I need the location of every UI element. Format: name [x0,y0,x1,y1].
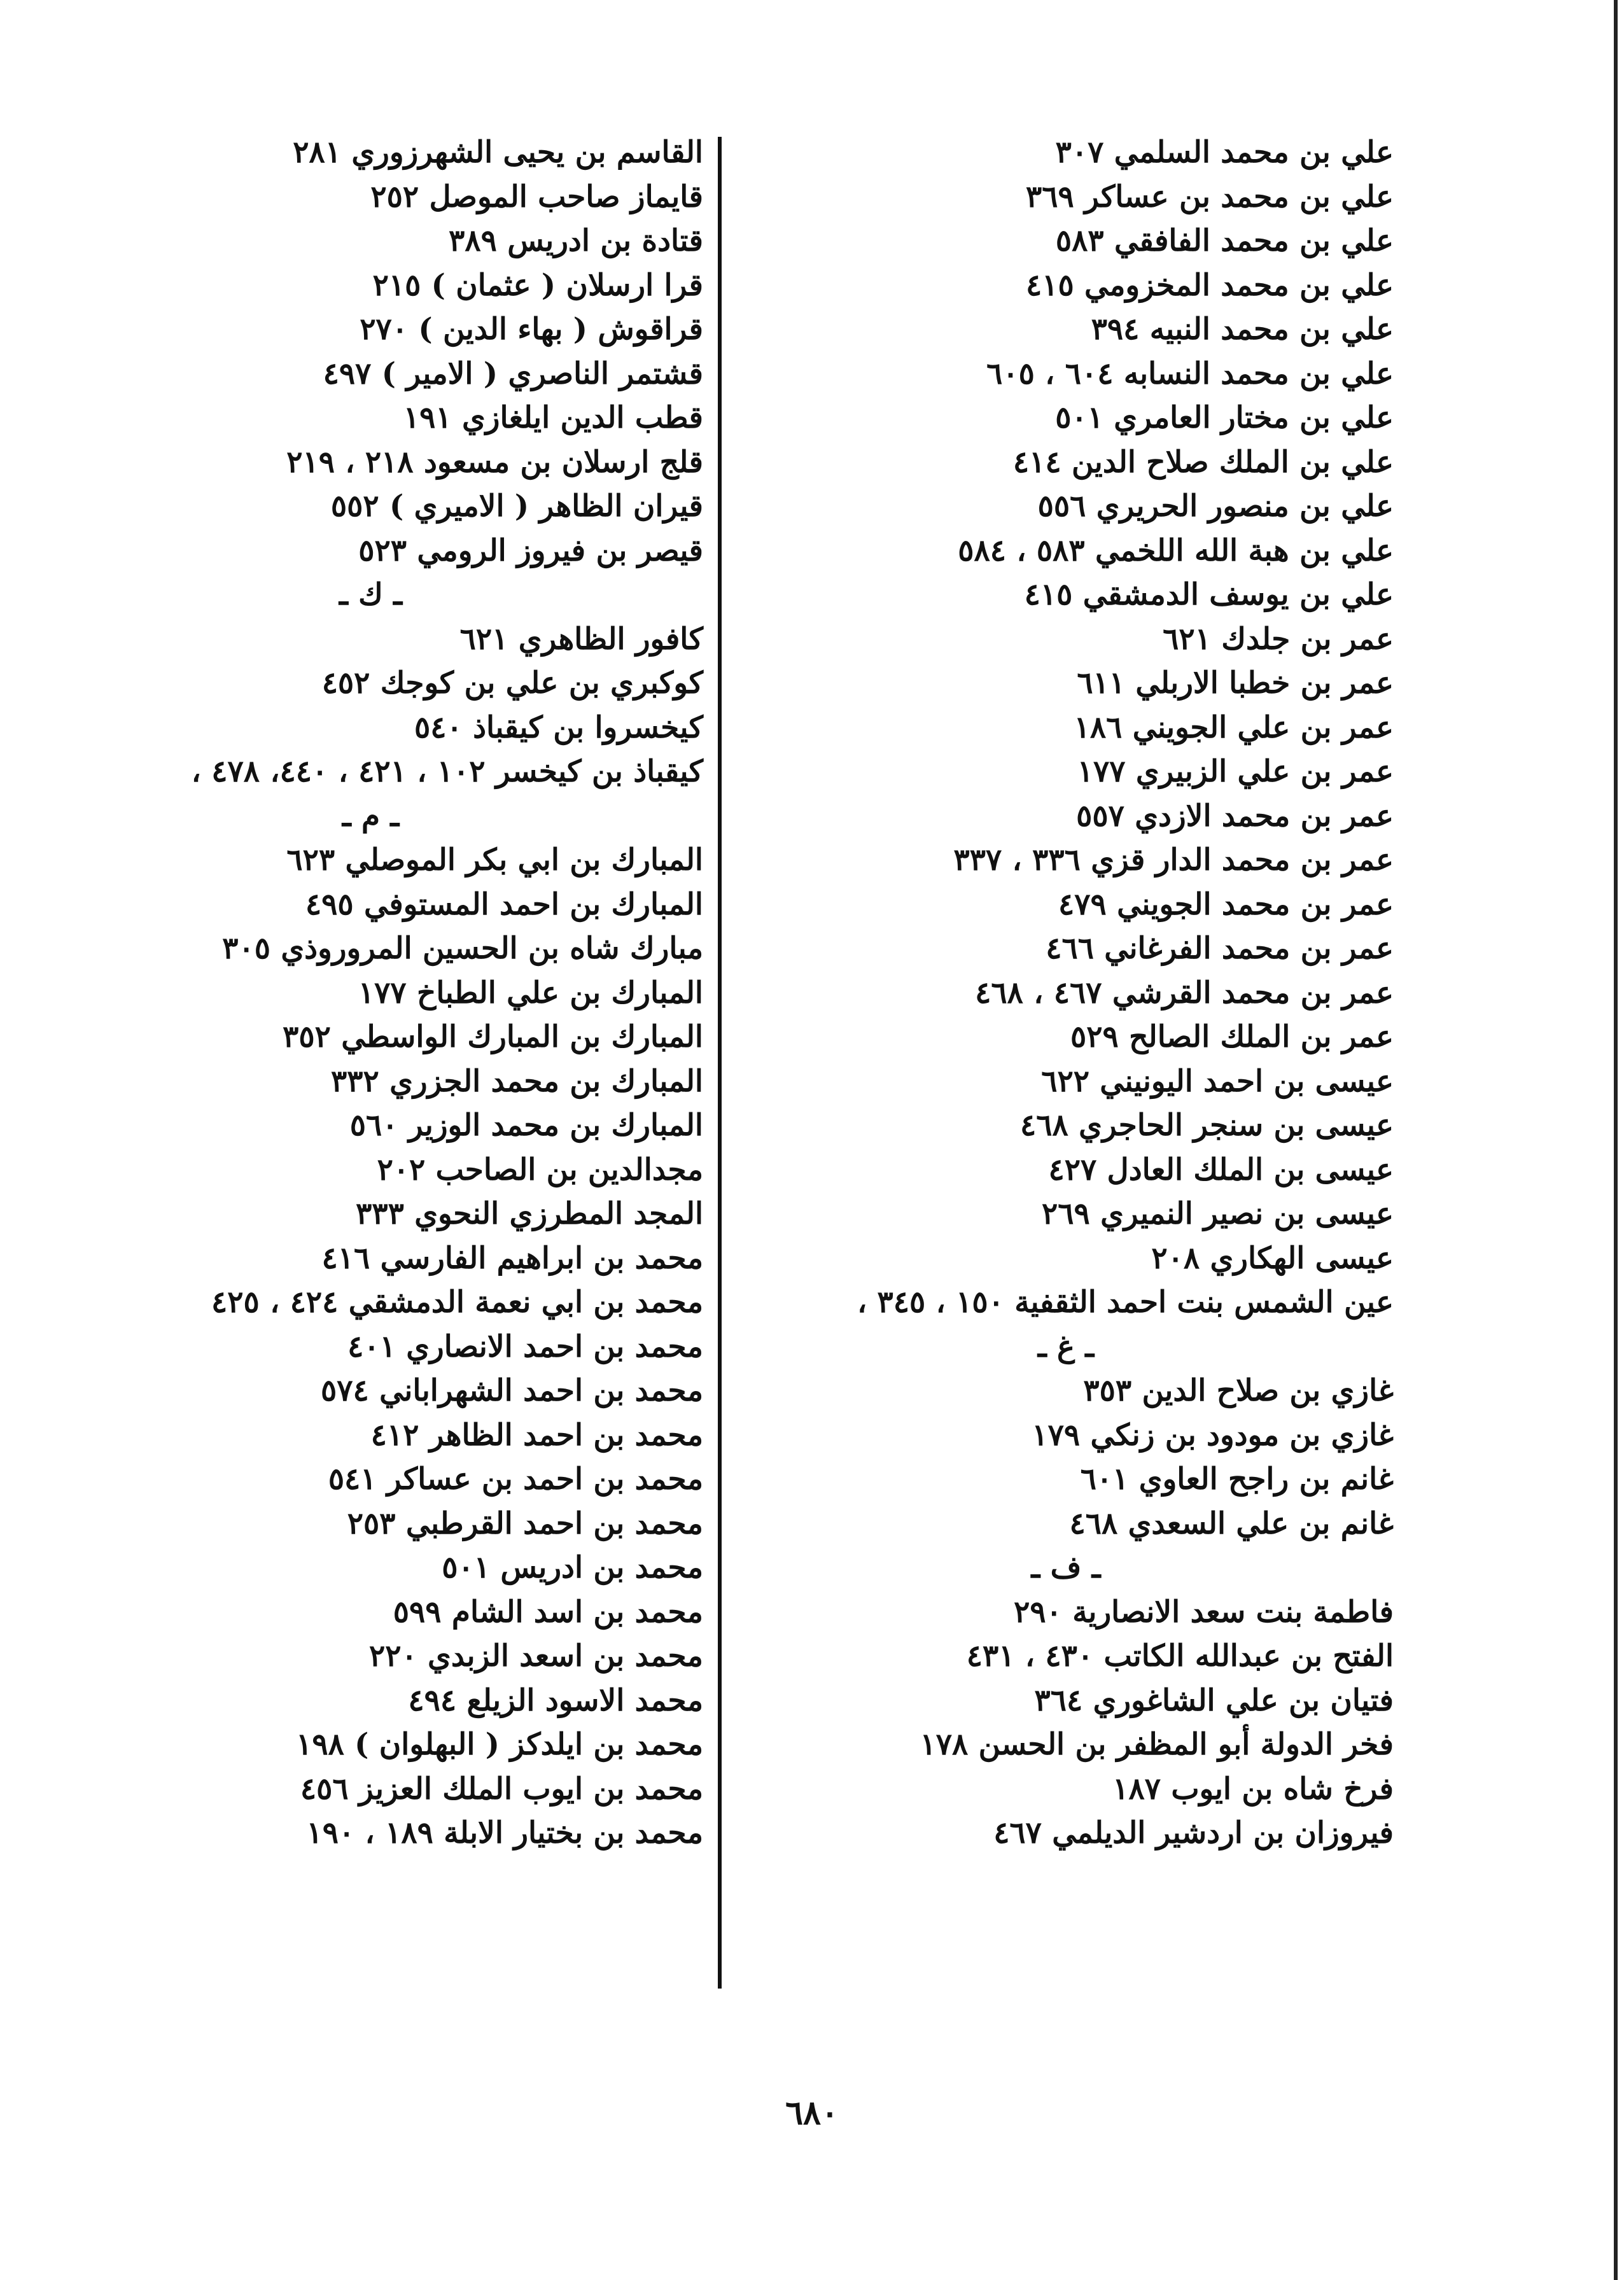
index-entry: المبارك بن علي الطباخ ١٧٧ [358,975,703,1011]
index-entry: غازي بن مودود بن زنكي ١٧٩ [1032,1417,1394,1453]
index-entry: المبارك بن محمد الجزري ٣٣٢ [330,1063,703,1099]
index-entry: محمد الاسود الزيلع ٤٩٤ [408,1682,703,1718]
index-entry: فيروزان بن اردشير الديلمي ٤٦٧ [993,1815,1394,1850]
index-entry: كافور الظاهري ٦٢١ [459,621,703,657]
index-entry: كيخسروا بن كيقباذ ٥٤٠ [414,710,703,745]
index-entry: مبارك شاه بن الحسين المروروذي ٣٠٥ [222,931,703,966]
index-entry: غازي بن صلاح الدين ٣٥٣ [1083,1373,1394,1408]
index-entry: علي بن يوسف الدمشقي ٤١٥ [1024,577,1394,612]
index-entry: كوكبري بن علي بن كوجك ٤٥٢ [321,666,703,701]
index-entry: عيسى الهكاري ٢٠٨ [1151,1240,1394,1276]
index-entry: المبارك بن المبارك الواسطي ٣٥٢ [283,1019,703,1054]
index-entry: قلج ارسلان بن مسعود ٢١٨ ، ٢١٩ [286,444,703,480]
index-entry: قراقوش ( بهاء الدين ) ٢٧٠ [360,312,703,347]
index-entry: محمد بن احمد القرطبي ٢٥٣ [347,1506,703,1541]
index-entry: قايماز صاحب الموصل ٢٥٢ [370,179,703,214]
index-entry: عيسى بن سنجر الحاجري ٤٦٨ [1019,1108,1394,1143]
index-entry: محمد بن ابي نعمة الدمشقي ٤٢٤ ، ٤٢٥ [211,1285,703,1320]
index-column-left [38,130,703,1856]
index-entry: قرا ارسلان ( عثمان ) ٢١٥ [372,267,703,303]
index-entry: عمر بن جلدك ٦٢١ [1163,621,1394,657]
index-entry: فاطمة بنت سعد الانصارية ٢٩٠ [1014,1594,1394,1630]
index-entry: عيسى بن الملك العادل ٤٢٧ [1048,1152,1394,1187]
index-column-right [738,130,1394,1856]
index-entry: محمد بن احمد الظاهر ٤١٢ [370,1417,703,1453]
index-entry: عيسى بن احمد اليونيني ٦٢٢ [1041,1063,1394,1099]
index-entry: قشتمر الناصري ( الامير ) ٤٩٧ [323,356,703,391]
index-entry: عمر بن محمد الجويني ٤٧٩ [1058,886,1394,922]
index-entry: محمد بن بختيار الابلة ١٨٩ ، ١٩٠ [306,1815,703,1850]
index-entry: علي بن محمد الفافقي ٥٨٣ [1055,223,1394,258]
section-letter-heading: ـ غ ـ [1037,1329,1095,1364]
index-entry: محمد بن اسعد الزبدي ٢٢٠ [368,1639,703,1674]
index-entry: عمر بن محمد الدار قزي ٣٣٦ ، ٣٣٧ [953,843,1394,878]
index-entry: عمر بن محمد القرشي ٤٦٧ ، ٤٦٨ [975,975,1394,1011]
index-entry: محمد بن ابراهيم الفارسي ٤١٦ [321,1240,703,1276]
index-entry: عمر بن علي الزبيري ١٧٧ [1077,754,1394,789]
index-entry: المبارك بن احمد المستوفي ٤٩٥ [305,886,703,922]
index-entry: محمد بن اسد الشام ٥٩٩ [393,1594,703,1630]
index-entry: علي بن محمد النسابه ٦٠٤ ، ٦٠٥ [986,356,1394,391]
index-entry: عمر بن محمد الازدي ٥٥٧ [1076,798,1394,834]
index-entry: محمد بن ادريس ٥٠١ [442,1550,703,1585]
index-entry: علي بن منصور الحريري ٥٥٦ [1037,489,1394,524]
index-entry: محمد بن احمد بن عساكر ٥٤١ [328,1462,703,1497]
index-entry: عمر بن محمد الفرغاني ٤٦٦ [1046,931,1394,966]
index-entry: علي بن محمد النبيه ٣٩٤ [1091,312,1394,347]
index-entry: غانم بن راجح العاوي ٦٠١ [1080,1462,1394,1497]
index-entry: فرخ شاه بن ايوب ١٨٧ [1112,1771,1394,1807]
index-entry: محمد بن احمد الشهراباني ٥٧٤ [321,1373,703,1408]
index-entry: محمد بن ايوب الملك العزيز ٤٥٦ [300,1771,703,1807]
section-letter-heading: ـ ف ـ [1031,1550,1101,1585]
section-letter-heading: ـ م ـ [342,798,400,834]
index-entry: قطب الدين ايلغازي ١٩١ [403,400,703,435]
index-entry: محمد بن احمد الانصاري ٤٠١ [347,1329,703,1364]
index-entry: الفتح بن عبدالله الكاتب ٤٣٠ ، ٤٣١ [966,1639,1394,1674]
index-entry: كيقباذ بن كيخسر ١٠٢ ، ٤٢١ ، ٤٤٠، ٤٧٨ ، [191,754,703,789]
index-entry: قيران الظاهر ( الاميري ) ٥٥٢ [330,489,703,524]
index-entry: المجد المطرزي النحوي ٣٣٣ [356,1196,703,1231]
index-entry: علي بن هبة الله اللخمي ٥٨٣ ، ٥٨٤ [958,533,1394,568]
index-entry: علي بن مختار العامري ٥٠١ [1055,400,1394,435]
index-entry: عمر بن خطبا الاربلي ٦١١ [1077,666,1394,701]
column-divider [718,137,722,1989]
page-number: ٦٨٠ [785,2094,839,2132]
section-letter-heading: ـ ك ـ [339,577,402,612]
index-entry: القاسم بن يحيى الشهرزوري ٢٨١ [293,135,703,170]
index-entry: محمد بن ايلدكز ( البهلوان ) ١٩٨ [296,1727,703,1762]
index-entry: علي بن محمد السلمي ٣٠٧ [1055,135,1394,170]
index-entry: عمر بن علي الجويني ١٨٦ [1074,710,1394,745]
index-entry: فخر الدولة أبو المظفر بن الحسن ١٧٨ [920,1727,1394,1762]
index-entry: قيصر بن فيروز الرومي ٥٢٣ [358,533,703,568]
index-entry: علي بن محمد بن عساكر ٣٦٩ [1025,179,1394,214]
page-edge-border [1614,0,1618,2280]
index-entry: قتادة بن ادريس ٣٨٩ [449,223,703,258]
index-entry: علي بن الملك صلاح الدين ٤١٤ [1012,444,1394,480]
index-entry: المبارك بن ابي بكر الموصلي ٦٢٣ [286,843,703,878]
index-entry: غانم بن علي السعدي ٤٦٨ [1069,1506,1394,1541]
index-entry: عين الشمس بنت احمد الثقفية ١٥٠ ، ٣٤٥ ، [857,1285,1394,1320]
index-entry: علي بن محمد المخزومي ٤١٥ [1025,267,1394,303]
index-entry: عمر بن الملك الصالح ٥٢٩ [1070,1019,1394,1054]
index-entry: عيسى بن نصير النميري ٢٦٩ [1042,1196,1394,1231]
index-entry: فتيان بن علي الشاغوري ٣٦٤ [1034,1682,1394,1718]
index-entry: مجدالدين بن الصاحب ٢٠٢ [377,1152,703,1187]
index-entry: المبارك بن محمد الوزير ٥٦٠ [349,1108,703,1143]
